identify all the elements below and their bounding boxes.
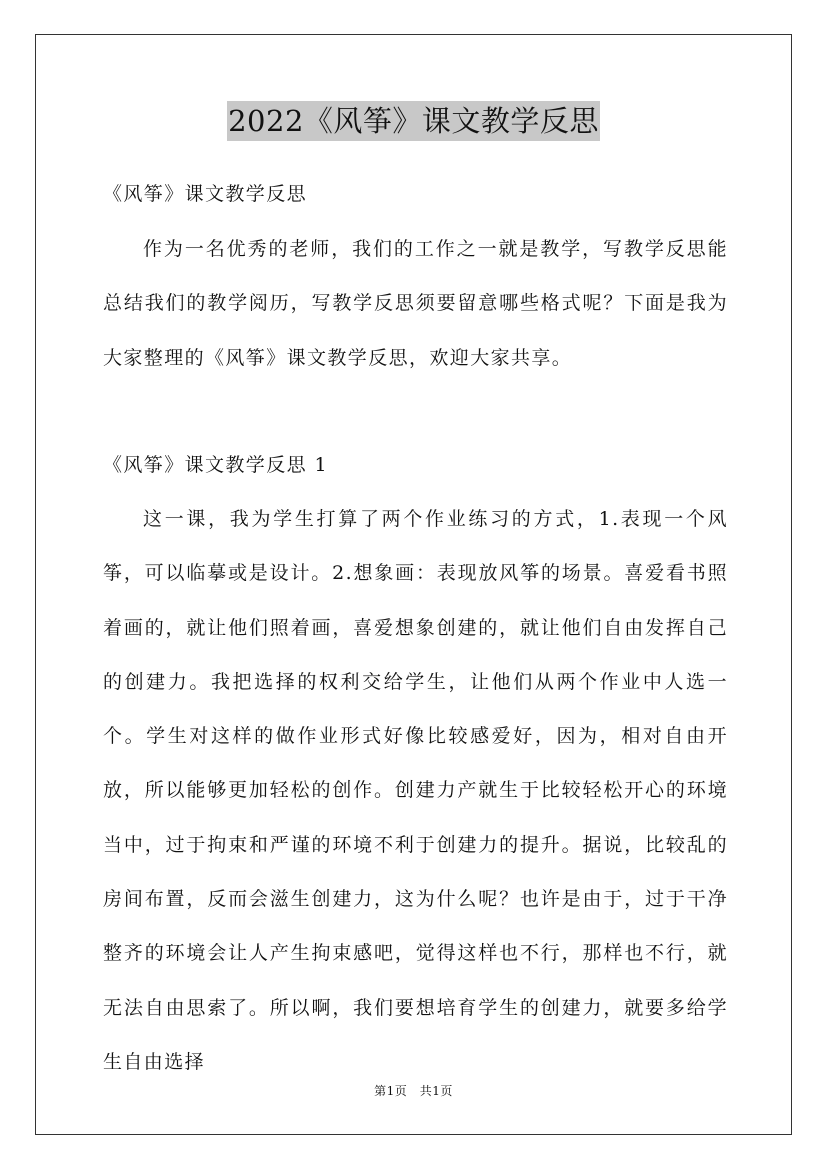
section-body-paragraph: 这一课，我为学生打算了两个作业练习的方式，1.表现一个风筝，可以临摹或是设计。2.想象画：表现放风筝的场景。喜爱看书照着画的，就让他们照着画，喜爱想象创建的，就让他们自由发挥自己的创建力。我把选择的权利交给学生，让他们从两个作业中人选一个。学生对这样的做作业形式好像比较感爱好，因为，相对自由开放，所以能够更加轻松的创作。创建力产就生于比较轻松开心的环境当中，过于拘束和严谨的环境不利于创建力的提升。据说，比较乱的房间布置，反而会滋生创建力，这为什么呢？也许是由于，过于干净整齐的环境会让人产生拘束感吧，觉得这样也不行，那样也不行，就无法自由思索了。所以啊，我们要想培育学生的创建力，就要多给学生自由选择 — [103, 508, 728, 1073]
document-title-text: 2022《风筝》课文教学反思 — [227, 101, 600, 141]
document-subtitle: 《风筝》课文教学反思 — [103, 183, 308, 205]
intro-paragraph: 作为一名优秀的老师，我们的工作之一就是教学，写教学反思能总结我们的教学阅历，写教学反思须要留意哪些格式呢？下面是我为大家整理的《风筝》课文教学反思，欢迎大家共享。 — [103, 238, 728, 369]
page-footer: 第1页 共1页 — [374, 1084, 453, 1098]
section-heading: 《风筝》课文教学反思 1 — [103, 454, 328, 476]
document-title — [0, 101, 827, 141]
